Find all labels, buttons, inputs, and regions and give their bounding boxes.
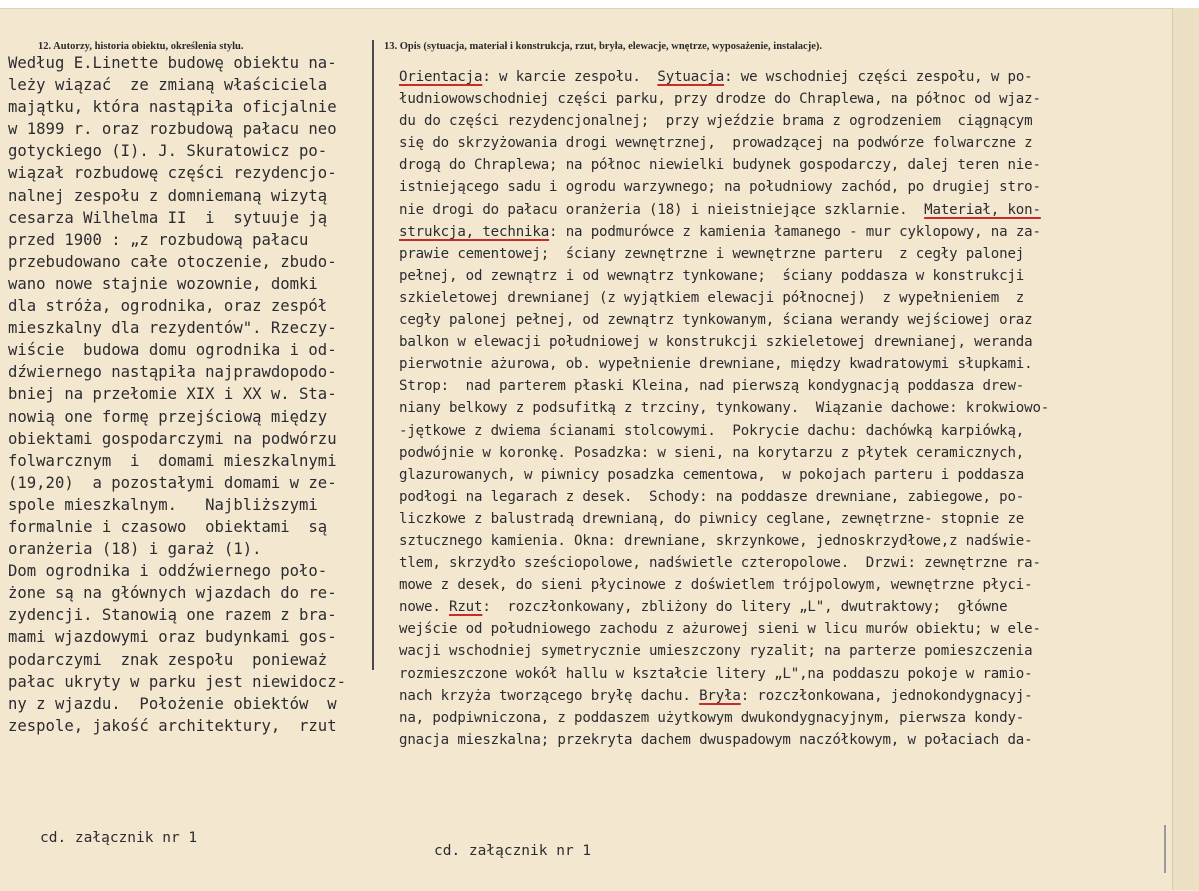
text-line: podarczymi znak zespołu ponieważ: [8, 650, 328, 669]
text-line: wano nowe stajnie wozownie, domki: [8, 274, 318, 293]
text-line: nowią one formę przejściową między: [8, 407, 328, 426]
text-run: nach krzyża tworzącego bryłę dachu.: [399, 687, 700, 704]
text-run: : rozczłonkowana, jednokondygnacyj-: [740, 687, 1033, 704]
text-line: (19,20) a pozostałymi domami w ze-: [8, 473, 337, 492]
text-line: w 1899 r. oraz rozbudową pałacu neo: [8, 120, 337, 139]
text-line: wejście od południowego zachodu z ażurowej sieni w licu murów obiektu; w ele-: [399, 621, 1041, 638]
text-run: : w karcie zespołu.: [482, 69, 658, 85]
heading-orientacja: Orientacja: [399, 69, 483, 85]
right-continuation-note: cd. załącznik nr 1: [434, 843, 592, 859]
text-line: wiązał rozbudowę części rezydencjo-: [8, 164, 337, 183]
text-line: pierwotnie ażurowa, ob. wypełnienie drewniane, między kwadratowymi słupkami.: [399, 356, 1033, 373]
text-line: żone są na głównych wjazdach do re-: [8, 584, 337, 603]
right-column-header: 13. Opis (sytuacja, materiał i konstrukcja, rzut, bryła, elewacje, wnętrze, wyposażenie, instalacje).: [384, 41, 823, 52]
text-line: rozmieszczone wokół hallu w kształcie litery „L",na poddaszu pokoje w ramio-: [399, 665, 1033, 682]
text-line: [399, 221, 1049, 243]
heading-konstrukcja: strukcja, technika: [399, 223, 550, 240]
left-column-header: 12. Autorzy, historia obiektu, określenia stylu.: [38, 41, 244, 52]
text-line: drogą do Chraplewa; na północ niewielki budynek gospodarczy, dalej teren nie-: [399, 157, 1041, 174]
text-line: sztucznego kamienia. Okna: drewniane, skrzynkowe, jednoskrzydłowe,z nadświe-: [399, 532, 1033, 549]
text-line: leży wiązać ze zmianą właściciela: [8, 76, 328, 95]
text-line: liczkowe z balustradą drewnianą, do piwnicy ceglane, zewnętrzne- stopnie ze: [399, 510, 1025, 527]
text-line: istniejącego sadu i ogrodu warzywnego; na południowy zachód, po drugiej stro-: [399, 179, 1041, 196]
text-line: balkon w elewacji południowej w konstrukcji szkieletowej drewnianej, weranda: [399, 334, 1033, 351]
text-line: przed 1900 : „z rozbudową pałacu: [8, 230, 309, 249]
text-run: : we wschodniej części zespołu, w po-: [724, 69, 1033, 85]
text-line: Według E.Linette budowę obiektu na-: [8, 54, 337, 72]
text-line: du do części rezydencjonalnej; przy wjeździe brama z ogrodzeniem ciągnącym: [399, 113, 1033, 130]
text-line: pałac ukryty w parku jest niewidocz-: [8, 672, 346, 691]
text-line: folwarcznym i domami mieszkalnymi: [8, 451, 337, 470]
text-line: podwójnie w koronkę. Posadzka: w sieni, na korytarzu z płytek ceramicznych,: [399, 444, 1025, 461]
heading-sytuacja: Sytuacja: [657, 69, 725, 85]
text-line: glazurowanych, w piwnicy posadzka cementowa, w pokojach parteru i poddasza: [399, 466, 1025, 483]
text-line: bniej na przełomie XIX i XX w. Sta-: [8, 385, 337, 404]
text-line: łudniowowschodniej części parku, przy drodze do Chraplewa, na północ od wjaz-: [399, 91, 1041, 108]
text-line: [399, 685, 1049, 707]
right-column-text: [399, 66, 1049, 751]
text-line: szkieletowej drewnianej (z wyjątkiem elewacji północnej) z wypełnieniem z: [399, 289, 1025, 306]
text-line: cegły palonej pełnej, od zewnątrz tynkowanym, ściana werandy wejściowej oraz: [399, 312, 1033, 329]
text-run: : na podmurówce z kamienia łamanego - mur cyklopowy, na za-: [549, 223, 1041, 240]
text-run: nie drogi do pałacu oranżeria (18) i nieistniejące szklarnie.: [399, 201, 925, 218]
text-line: Dom ogrodnika i oddźwiernego poło-: [8, 562, 328, 581]
text-line: na, podpiwniczona, z poddaszem użytkowym dwukondygnacyjnym, pierwsza kondy-: [399, 709, 1025, 726]
text-line: się do skrzyżowania drogi wewnętrznej, prowadzącej na podwórze folwarczne z: [399, 135, 1033, 152]
text-line: tlem, skrzydło sześciopolowe, nadświetle czteropolowe. Drzwi: zewnętrzne ra-: [399, 555, 1041, 572]
text-line: nalnej zespołu z domniemaną wizytą: [8, 186, 328, 205]
text-line: prawie cementowej; ściany zewnętrzne i wewnętrzne parteru z cegły palonej: [399, 245, 1025, 262]
sheet-edge: [1172, 8, 1199, 890]
text-line: gotyckiego (I). J. Skuratowicz po-: [8, 142, 328, 161]
column-divider: [372, 40, 374, 670]
text-line: -jętkowe z dwiema ścianami stolcowymi. Pokrycie dachu: dachówką karpiówką,: [399, 422, 1025, 439]
text-line: majątku, która nastąpiła oficjalnie: [8, 98, 337, 117]
text-line: pełnej, od zewnątrz i od wewnątrz tynkowane; ściany poddasza w konstrukcji: [399, 267, 1025, 284]
text-line: gnacja mieszkalna; przekryta dachem dwuspadowym naczółkowym, w połaciach da-: [399, 731, 1033, 748]
text-line: wacji wschodniej symetrycznie umieszczony ryzalit; na parterze pomieszczenia: [399, 643, 1033, 660]
text-line: podłogi na legarach z desek. Schody: na poddasze drewniane, zabiegowe, po-: [399, 488, 1025, 505]
heading-bryla: Bryła: [699, 687, 741, 704]
text-line: formalnie i czasowo obiektami są: [8, 517, 328, 536]
pencil-mark: [1164, 825, 1166, 873]
left-continuation-note: cd. załącznik nr 1: [40, 830, 198, 846]
text-line: spole mieszkalnym. Najbliższymi: [8, 495, 318, 514]
text-line: [399, 199, 1049, 221]
text-line: dźwiernego nastąpiła najprawdopodo-: [8, 363, 337, 382]
left-column-text: [8, 52, 346, 737]
text-line: dla stróża, ogrodnika, oraz zespół: [8, 297, 328, 316]
text-line: zydencji. Stanowią one razem z bra-: [8, 606, 337, 625]
text-line: Strop: nad parterem płaski Kleina, nad pierwszą kondygnacją poddasza drew-: [399, 378, 1025, 395]
text-run: nowe.: [399, 599, 450, 616]
heading-material: Materiał, kon-: [924, 201, 1041, 218]
text-line: wiście budowa domu ogrodnika i od-: [8, 341, 337, 360]
text-line: ny z wjazdu. Położenie obiektów w: [8, 694, 337, 713]
text-line: niany belkowy z podsufitką z trzciny, tynkowany. Wiązanie dachowe: krokwiowo-: [399, 400, 1050, 417]
text-line: przebudowano całe otoczenie, zbudo-: [8, 252, 337, 271]
text-line: mieszkalny dla rezydentów". Rzeczy-: [8, 319, 337, 338]
text-line: oranżeria (18) i garaż (1).: [8, 540, 262, 559]
heading-rzut: Rzut: [449, 599, 483, 616]
text-line: zespole, jakość architektury, rzut: [8, 716, 337, 735]
text-line: mami wjazdowymi oraz budynkami gos-: [8, 628, 337, 647]
text-line: mowe z desek, do sieni płycinowe z doświetlem trójpolowym, wewnętrzne płyci-: [399, 577, 1033, 594]
text-line: cesarza Wilhelma II i sytuuje ją: [8, 208, 328, 227]
text-line: obiektami gospodarczymi na podwórzu: [8, 429, 337, 448]
text-line: [399, 596, 1049, 618]
text-run: : rozczłonkowany, zbliżony do litery „L", dwutraktowy; główne: [482, 599, 1008, 616]
text-line: [399, 66, 1049, 88]
